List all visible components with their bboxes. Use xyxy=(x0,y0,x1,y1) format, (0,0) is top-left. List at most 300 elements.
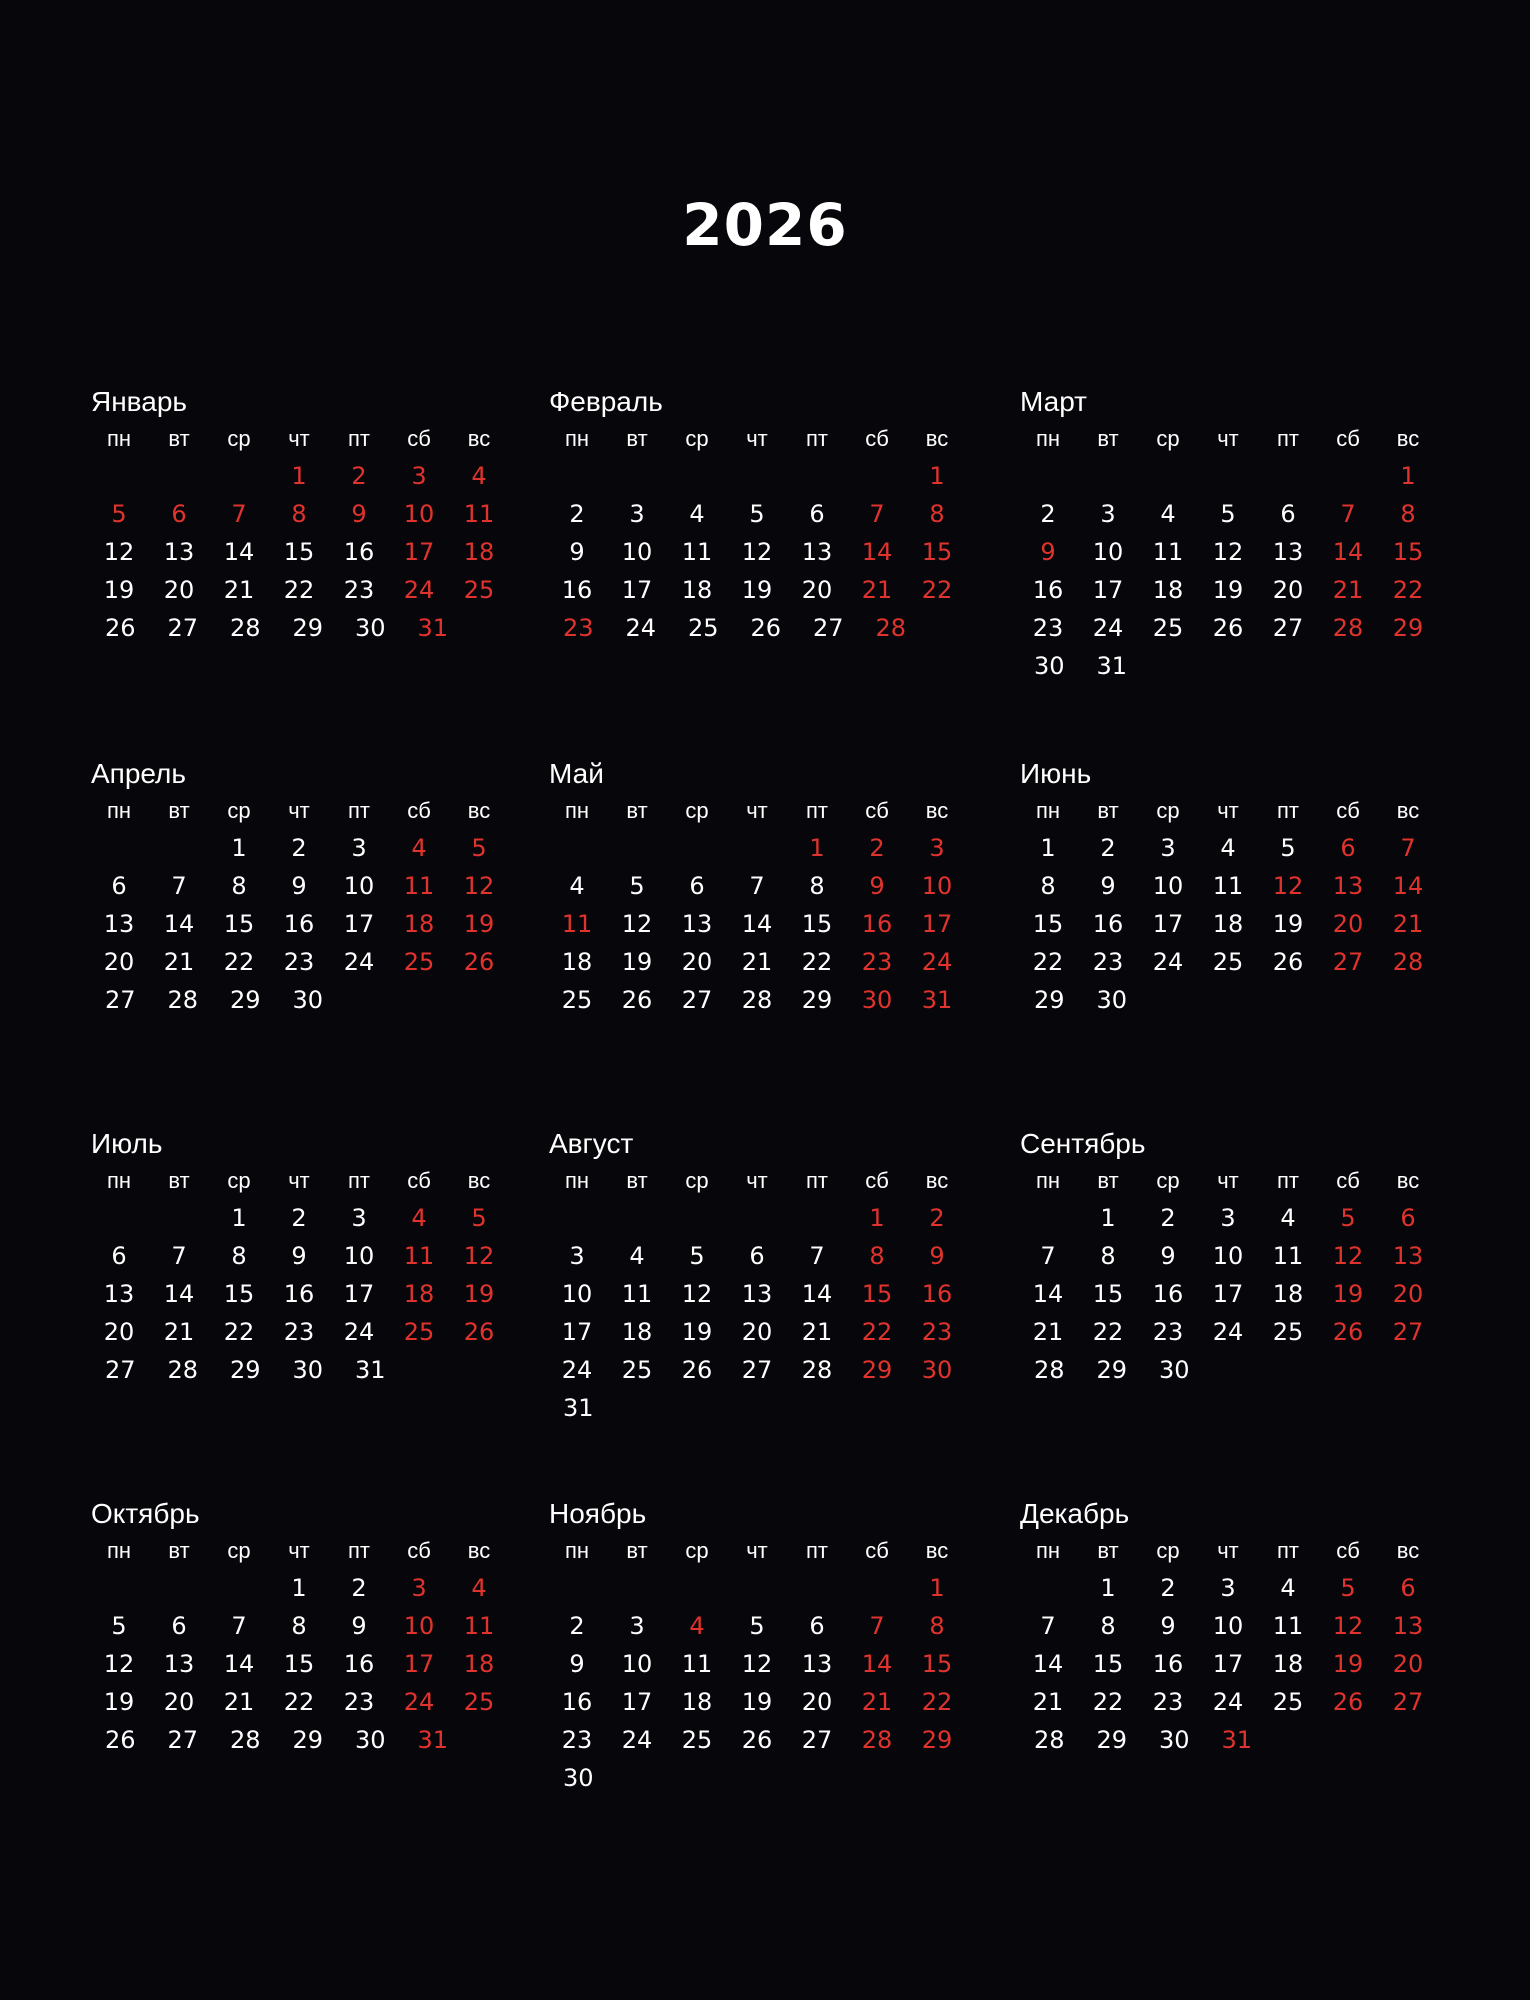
weekday-label: сб xyxy=(1336,798,1360,823)
day-cell: 2 xyxy=(1040,500,1056,528)
week-row xyxy=(1018,867,1438,905)
week-row xyxy=(547,571,967,609)
day-cell-holiday: 26 xyxy=(463,1318,495,1346)
day-cell: 11 xyxy=(681,538,713,566)
day-cell-holiday: 25 xyxy=(403,948,435,976)
week-row xyxy=(547,867,967,905)
month-block xyxy=(1018,1497,1438,1759)
week-row xyxy=(1018,829,1438,867)
day-cell: 24 xyxy=(1092,614,1124,642)
day-cell-holiday: 11 xyxy=(463,1612,495,1640)
day-cell: 5 xyxy=(629,872,645,900)
day-cell: 25 xyxy=(687,614,719,642)
weekday-label: вс xyxy=(1396,798,1420,823)
day-cell: 14 xyxy=(163,910,195,938)
day-cell: 27 xyxy=(801,1726,833,1754)
day-cell-holiday: 4 xyxy=(471,462,487,490)
day-cell: 5 xyxy=(111,1612,127,1640)
day-cell: 14 xyxy=(801,1280,833,1308)
empty-cell xyxy=(547,1569,607,1607)
day-cell-holiday: 26 xyxy=(463,948,495,976)
day-cell-holiday: 17 xyxy=(921,910,953,938)
day-cell: 27 xyxy=(741,1356,773,1384)
day-cell: 2 xyxy=(291,834,307,862)
empty-cell xyxy=(727,1199,787,1237)
day-cell: 11 xyxy=(1212,872,1244,900)
day-cell: 19 xyxy=(1212,576,1244,604)
day-cell: 3 xyxy=(569,1242,585,1270)
day-cell: 22 xyxy=(223,948,255,976)
day-cell: 13 xyxy=(1272,538,1304,566)
weekday-label: чт xyxy=(746,1538,768,1563)
day-cell: 3 xyxy=(1100,500,1116,528)
day-cell: 20 xyxy=(741,1318,773,1346)
day-cell-holiday: 25 xyxy=(403,1318,435,1346)
month-name: Февраль xyxy=(549,386,663,417)
day-cell: 17 xyxy=(621,576,653,604)
day-cell: 6 xyxy=(809,500,825,528)
day-cell: 13 xyxy=(163,1650,195,1678)
day-cell: 24 xyxy=(561,1356,593,1384)
day-cell-holiday: 13 xyxy=(1332,872,1364,900)
day-cell: 24 xyxy=(1212,1318,1244,1346)
week-row xyxy=(89,495,509,533)
day-cell: 13 xyxy=(163,538,195,566)
day-cell: 22 xyxy=(1092,1318,1124,1346)
weekday-label: сб xyxy=(407,426,431,451)
empty-cell xyxy=(607,1199,667,1237)
day-cell-holiday: 4 xyxy=(411,834,427,862)
day-cell-holiday: 18 xyxy=(403,910,435,938)
week-row xyxy=(1018,609,1438,647)
day-cell: 18 xyxy=(1272,1650,1304,1678)
day-cell-holiday: 5 xyxy=(471,834,487,862)
week-row xyxy=(547,1199,967,1237)
day-cell: 18 xyxy=(1212,910,1244,938)
weekday-label: вс xyxy=(1396,1168,1420,1193)
empty-cell xyxy=(89,457,149,495)
day-cell: 9 xyxy=(1160,1242,1176,1270)
day-cell-holiday: 29 xyxy=(921,1726,953,1754)
weekday-label: пн xyxy=(564,798,590,823)
day-cell-holiday: 9 xyxy=(1040,538,1056,566)
day-cell-holiday: 21 xyxy=(861,576,893,604)
month-block xyxy=(547,1497,967,1797)
empty-cell xyxy=(209,1569,269,1607)
day-cell: 18 xyxy=(561,948,593,976)
day-cell: 1 xyxy=(1040,834,1056,862)
day-cell: 15 xyxy=(1092,1650,1124,1678)
day-cell-holiday: 28 xyxy=(875,614,907,642)
day-cell-holiday: 9 xyxy=(929,1242,945,1270)
day-cell-holiday: 6 xyxy=(1340,834,1356,862)
day-cell: 19 xyxy=(741,1688,773,1716)
weekday-label: чт xyxy=(288,426,310,451)
day-cell: 8 xyxy=(809,872,825,900)
weekday-label: сб xyxy=(1336,1168,1360,1193)
weekday-label: пн xyxy=(564,1168,590,1193)
day-cell-holiday: 17 xyxy=(403,1650,435,1678)
weekday-label: пн xyxy=(564,426,590,451)
week-row xyxy=(1018,1569,1438,1607)
week-row xyxy=(1018,1199,1438,1237)
day-cell-holiday: 23 xyxy=(861,948,893,976)
empty-cell xyxy=(787,1569,847,1607)
day-cell: 16 xyxy=(343,538,375,566)
day-cell-holiday: 19 xyxy=(1332,1280,1364,1308)
day-cell-holiday: 5 xyxy=(471,1204,487,1232)
day-cell: 16 xyxy=(283,1280,315,1308)
weekday-label: пт xyxy=(806,1168,828,1193)
day-cell: 29 xyxy=(801,986,833,1014)
month-block xyxy=(1018,757,1438,1019)
day-cell: 23 xyxy=(283,948,315,976)
weekday-label: вт xyxy=(168,426,190,451)
day-cell: 23 xyxy=(561,1726,593,1754)
day-cell: 14 xyxy=(223,1650,255,1678)
week-row xyxy=(89,943,509,981)
day-cell: 9 xyxy=(569,1650,585,1678)
day-cell: 20 xyxy=(103,1318,135,1346)
day-cell-holiday: 5 xyxy=(1340,1574,1356,1602)
day-cell: 30 xyxy=(292,986,324,1014)
day-cell: 21 xyxy=(801,1318,833,1346)
empty-cell xyxy=(1078,457,1138,495)
day-cell-holiday: 1 xyxy=(809,834,825,862)
day-cell: 20 xyxy=(103,948,135,976)
week-row xyxy=(1018,457,1438,495)
week-row xyxy=(547,1683,967,1721)
day-cell: 27 xyxy=(1272,614,1304,642)
weekday-header xyxy=(89,1533,509,1569)
day-cell: 26 xyxy=(741,1726,773,1754)
month-block xyxy=(547,385,967,647)
day-cell: 29 xyxy=(229,1356,261,1384)
day-cell-holiday: 13 xyxy=(1392,1612,1424,1640)
week-row xyxy=(89,609,509,647)
day-cell: 20 xyxy=(163,1688,195,1716)
day-cell: 21 xyxy=(1032,1318,1064,1346)
day-cell: 19 xyxy=(741,576,773,604)
weekday-label: пт xyxy=(806,426,828,451)
day-cell: 17 xyxy=(343,1280,375,1308)
day-cell: 4 xyxy=(689,500,705,528)
weekday-label: пн xyxy=(106,798,132,823)
day-cell-holiday: 6 xyxy=(1400,1204,1416,1232)
empty-cell xyxy=(149,457,209,495)
day-cell: 4 xyxy=(629,1242,645,1270)
day-cell: 9 xyxy=(291,872,307,900)
month-block xyxy=(89,1127,509,1389)
week-row xyxy=(89,1607,509,1645)
day-cell-holiday: 29 xyxy=(1392,614,1424,642)
month-block xyxy=(1018,385,1438,685)
day-cell: 13 xyxy=(681,910,713,938)
day-cell: 27 xyxy=(167,1726,199,1754)
weekday-label: чт xyxy=(288,1538,310,1563)
week-row xyxy=(89,829,509,867)
day-cell: 4 xyxy=(1280,1574,1296,1602)
day-cell-holiday: 2 xyxy=(929,1204,945,1232)
empty-cell xyxy=(727,829,787,867)
day-cell: 6 xyxy=(111,1242,127,1270)
weekday-label: пт xyxy=(348,1168,370,1193)
day-cell: 21 xyxy=(223,1688,255,1716)
day-cell-holiday: 27 xyxy=(1392,1688,1424,1716)
day-cell: 25 xyxy=(1212,948,1244,976)
empty-cell xyxy=(89,1199,149,1237)
day-cell-holiday: 31 xyxy=(1221,1726,1253,1754)
day-cell: 23 xyxy=(283,1318,315,1346)
day-cell-holiday: 29 xyxy=(861,1356,893,1384)
weekday-label: сб xyxy=(1336,1538,1360,1563)
day-cell: 29 xyxy=(1096,1726,1128,1754)
weekday-label: вт xyxy=(1097,798,1119,823)
empty-cell xyxy=(667,829,727,867)
week-row xyxy=(89,571,509,609)
day-cell: 12 xyxy=(103,538,135,566)
day-cell: 9 xyxy=(1160,1612,1176,1640)
month-name: Декабрь xyxy=(1020,1498,1130,1529)
weekday-label: чт xyxy=(746,1168,768,1193)
day-cell: 22 xyxy=(801,948,833,976)
week-row xyxy=(1018,495,1438,533)
day-cell: 8 xyxy=(291,1612,307,1640)
day-cell: 27 xyxy=(104,1356,136,1384)
week-row xyxy=(547,1275,967,1313)
day-cell: 5 xyxy=(749,500,765,528)
day-cell-holiday: 30 xyxy=(861,986,893,1014)
day-cell: 6 xyxy=(749,1242,765,1270)
day-cell: 2 xyxy=(351,1574,367,1602)
week-row xyxy=(89,1721,509,1759)
day-cell-holiday: 21 xyxy=(1332,576,1364,604)
empty-cell xyxy=(607,457,667,495)
weekday-header xyxy=(1018,1163,1438,1199)
week-row xyxy=(89,905,509,943)
weekday-label: пт xyxy=(348,426,370,451)
day-cell: 14 xyxy=(163,1280,195,1308)
day-cell: 17 xyxy=(621,1688,653,1716)
week-row xyxy=(1018,1683,1438,1721)
day-cell: 2 xyxy=(291,1204,307,1232)
day-cell: 29 xyxy=(1033,986,1065,1014)
day-cell: 9 xyxy=(291,1242,307,1270)
weekday-label: вс xyxy=(925,1538,949,1563)
day-cell: 28 xyxy=(229,614,261,642)
day-cell-holiday: 16 xyxy=(921,1280,953,1308)
day-cell: 11 xyxy=(621,1280,653,1308)
week-row xyxy=(89,1683,509,1721)
day-cell: 10 xyxy=(561,1280,593,1308)
weekday-label: чт xyxy=(288,1168,310,1193)
day-cell: 5 xyxy=(749,1612,765,1640)
month-name: Май xyxy=(549,758,604,789)
day-cell-holiday: 24 xyxy=(403,1688,435,1716)
month-block xyxy=(89,385,509,647)
day-cell: 9 xyxy=(1100,872,1116,900)
weekday-label: чт xyxy=(746,426,768,451)
empty-cell xyxy=(1318,457,1378,495)
day-cell: 10 xyxy=(621,1650,653,1678)
week-row xyxy=(89,1199,509,1237)
day-cell: 16 xyxy=(561,576,593,604)
day-cell-holiday: 17 xyxy=(403,538,435,566)
day-cell-holiday: 20 xyxy=(1392,1280,1424,1308)
weekday-label: ср xyxy=(1156,1538,1180,1563)
weekday-header xyxy=(1018,1533,1438,1569)
week-row xyxy=(547,495,967,533)
weekday-label: сб xyxy=(1336,426,1360,451)
day-cell-holiday: 25 xyxy=(463,576,495,604)
week-row xyxy=(1018,905,1438,943)
day-cell-holiday: 31 xyxy=(417,614,449,642)
day-cell: 16 xyxy=(1092,910,1124,938)
empty-cell xyxy=(1018,1569,1078,1607)
day-cell: 21 xyxy=(223,576,255,604)
week-row xyxy=(89,1569,509,1607)
day-cell-holiday: 11 xyxy=(561,910,593,938)
day-cell-holiday: 4 xyxy=(411,1204,427,1232)
empty-cell xyxy=(1198,457,1258,495)
day-cell: 1 xyxy=(231,834,247,862)
day-cell: 10 xyxy=(1092,538,1124,566)
day-cell-holiday: 7 xyxy=(1400,834,1416,862)
day-cell: 19 xyxy=(103,1688,135,1716)
day-cell-holiday: 19 xyxy=(1332,1650,1364,1678)
month-block xyxy=(1018,1127,1438,1389)
day-cell: 12 xyxy=(741,1650,773,1678)
day-cell: 28 xyxy=(229,1726,261,1754)
day-cell: 17 xyxy=(1092,576,1124,604)
day-cell-holiday: 5 xyxy=(111,500,127,528)
day-cell: 13 xyxy=(801,1650,833,1678)
day-cell: 28 xyxy=(167,1356,199,1384)
day-cell: 15 xyxy=(223,1280,255,1308)
day-cell: 3 xyxy=(1160,834,1176,862)
weekday-header xyxy=(547,1163,967,1199)
day-cell-holiday: 24 xyxy=(403,576,435,604)
day-cell: 6 xyxy=(689,872,705,900)
day-cell-holiday: 20 xyxy=(1332,910,1364,938)
day-cell-holiday: 28 xyxy=(1392,948,1424,976)
weekday-label: ср xyxy=(1156,1168,1180,1193)
week-row xyxy=(547,1569,967,1607)
day-cell-holiday: 3 xyxy=(411,1574,427,1602)
week-row xyxy=(89,981,509,1019)
day-cell: 27 xyxy=(104,986,136,1014)
day-cell-holiday: 4 xyxy=(471,1574,487,1602)
empty-cell xyxy=(89,1569,149,1607)
day-cell: 8 xyxy=(1100,1612,1116,1640)
weekday-label: пт xyxy=(1277,426,1299,451)
day-cell: 7 xyxy=(809,1242,825,1270)
day-cell: 23 xyxy=(1152,1318,1184,1346)
day-cell: 1 xyxy=(1100,1574,1116,1602)
day-cell: 30 xyxy=(1158,1356,1190,1384)
day-cell: 5 xyxy=(1280,834,1296,862)
day-cell-holiday: 28 xyxy=(1332,614,1364,642)
month-block xyxy=(547,757,967,1019)
week-row xyxy=(547,905,967,943)
day-cell: 6 xyxy=(171,1612,187,1640)
day-cell: 4 xyxy=(1160,500,1176,528)
day-cell-holiday: 21 xyxy=(1392,910,1424,938)
day-cell: 7 xyxy=(231,1612,247,1640)
day-cell-holiday: 7 xyxy=(231,500,247,528)
day-cell-holiday: 15 xyxy=(1392,538,1424,566)
day-cell: 25 xyxy=(621,1356,653,1384)
day-cell: 29 xyxy=(292,1726,324,1754)
day-cell: 29 xyxy=(292,614,324,642)
day-cell: 7 xyxy=(171,872,187,900)
week-row xyxy=(1018,647,1438,685)
day-cell: 15 xyxy=(1092,1280,1124,1308)
day-cell: 22 xyxy=(283,576,315,604)
month-block xyxy=(547,1127,967,1427)
empty-cell xyxy=(727,457,787,495)
day-cell-holiday: 18 xyxy=(463,1650,495,1678)
weekday-label: пт xyxy=(348,798,370,823)
day-cell: 17 xyxy=(561,1318,593,1346)
empty-cell xyxy=(89,829,149,867)
day-cell: 4 xyxy=(569,872,585,900)
empty-cell xyxy=(547,457,607,495)
day-cell: 26 xyxy=(104,614,136,642)
day-cell: 22 xyxy=(1092,1688,1124,1716)
weekday-label: ср xyxy=(1156,798,1180,823)
weekday-label: сб xyxy=(407,1538,431,1563)
day-cell-holiday: 3 xyxy=(929,834,945,862)
week-row xyxy=(547,1389,967,1427)
empty-cell xyxy=(667,1569,727,1607)
day-cell: 16 xyxy=(283,910,315,938)
day-cell: 1 xyxy=(1100,1204,1116,1232)
month-name: Ноябрь xyxy=(549,1498,647,1529)
month-block xyxy=(89,757,509,1019)
day-cell: 8 xyxy=(1040,872,1056,900)
weekday-header xyxy=(89,421,509,457)
week-row xyxy=(1018,571,1438,609)
day-cell: 3 xyxy=(1220,1204,1236,1232)
day-cell: 22 xyxy=(223,1318,255,1346)
week-row xyxy=(1018,1237,1438,1275)
weekday-label: вс xyxy=(1396,426,1420,451)
day-cell: 14 xyxy=(1032,1650,1064,1678)
empty-cell xyxy=(667,457,727,495)
day-cell: 7 xyxy=(1040,1242,1056,1270)
day-cell: 9 xyxy=(351,1612,367,1640)
day-cell-holiday: 1 xyxy=(1400,462,1416,490)
day-cell: 24 xyxy=(625,614,657,642)
day-cell-holiday: 22 xyxy=(861,1318,893,1346)
day-cell: 10 xyxy=(1152,872,1184,900)
day-cell-holiday: 12 xyxy=(1332,1612,1364,1640)
day-cell: 2 xyxy=(1160,1574,1176,1602)
day-cell-holiday: 15 xyxy=(921,538,953,566)
day-cell: 28 xyxy=(167,986,199,1014)
day-cell: 9 xyxy=(569,538,585,566)
day-cell: 11 xyxy=(1272,1612,1304,1640)
week-row xyxy=(547,609,967,647)
empty-cell xyxy=(1138,457,1198,495)
weekday-label: пн xyxy=(1035,426,1061,451)
week-row xyxy=(1018,943,1438,981)
day-cell: 12 xyxy=(103,1650,135,1678)
day-cell: 4 xyxy=(1280,1204,1296,1232)
day-cell: 26 xyxy=(621,986,653,1014)
day-cell: 5 xyxy=(1220,500,1236,528)
